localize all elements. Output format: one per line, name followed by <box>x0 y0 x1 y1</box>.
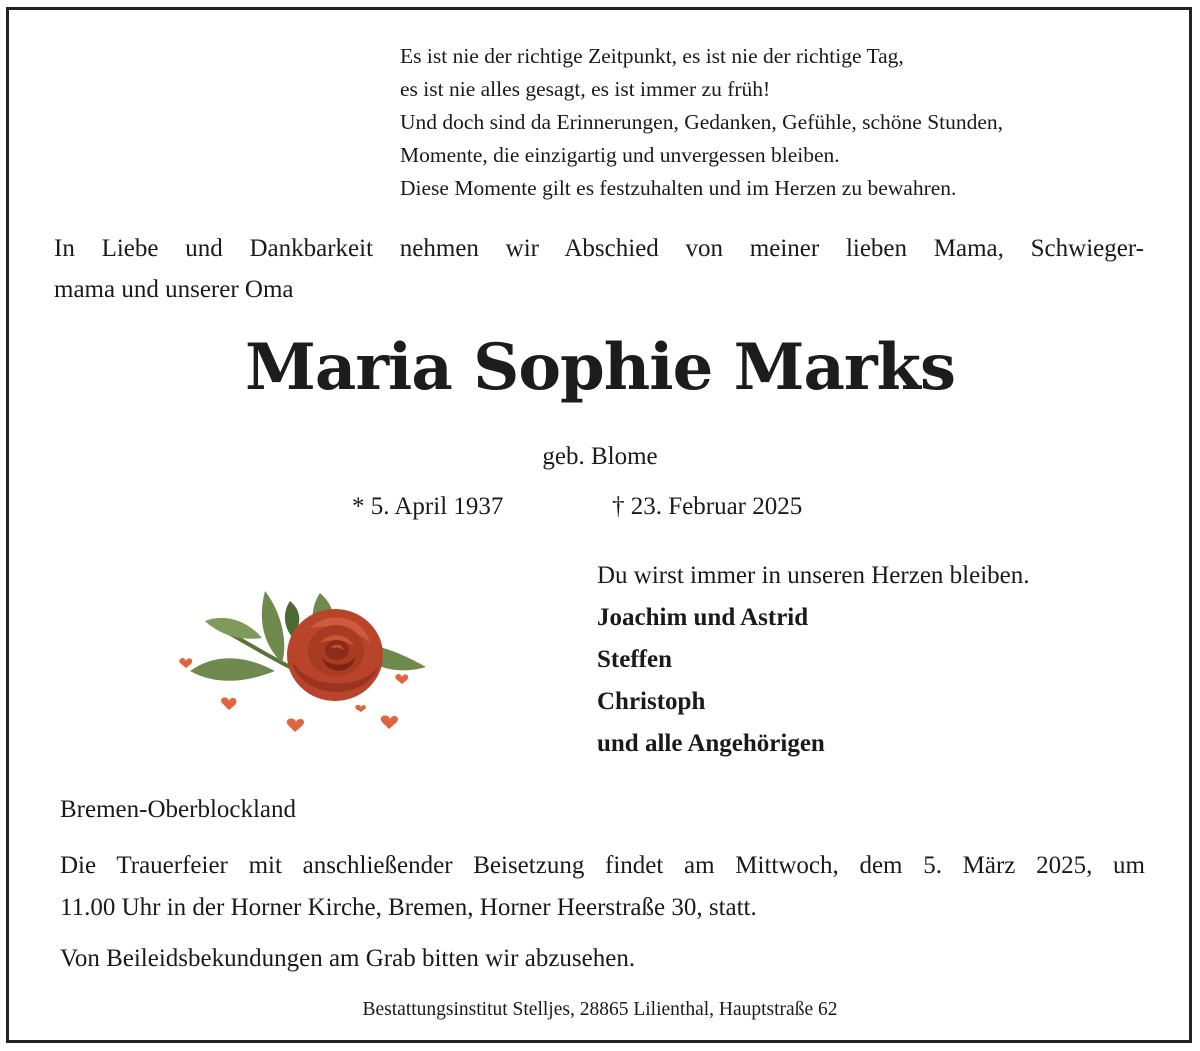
family-member: Steffen <box>597 646 672 673</box>
family-member: Christoph <box>597 688 706 715</box>
place: Bremen-Oberblockland <box>60 796 297 823</box>
rose-icon <box>287 609 383 701</box>
intro-line-2: mama und unserer Oma <box>54 276 294 303</box>
rose-with-hearts-image <box>170 583 432 743</box>
death-date: † 23. Februar 2025 <box>612 493 803 520</box>
poem-line: Momente, die einzigartig und unvergessen bleiben. <box>400 143 840 167</box>
family-motto: Du wirst immer in unseren Herzen bleiben. <box>597 562 1030 589</box>
ceremony-line-2: 11.00 Uhr in der Horner Kirche, Bremen, Horner Heerstraße 30, statt. <box>60 894 757 921</box>
poem-line: Es ist nie der richtige Zeitpunkt, es ist nie der richtige Tag, <box>400 44 904 68</box>
family-block <box>597 555 1030 765</box>
birth-name: geb. Blome <box>542 443 658 470</box>
family-member: Joachim und Astrid <box>597 604 809 631</box>
condolence-note: Von Beileidsbekundungen am Grab bitten wir abzusehen. <box>60 945 636 972</box>
poem-line: Und doch sind da Erinnerungen, Gedanken, Gefühle, schöne Stunden, <box>400 110 1004 134</box>
family-member: und alle Angehörigen <box>597 730 825 757</box>
ceremony-line-1: Die Trauerfeier mit anschließender Beisetzung findet am Mittwoch, dem 5. März 2025, um <box>60 852 1145 879</box>
intro-line-1: In Liebe und Dankbarkeit nehmen wir Abschied von meiner lieben Mama, Schwieger- <box>54 235 1144 262</box>
undertaker-info: Bestattungsinstitut Stelljes, 28865 Lilienthal, Hauptstraße 62 <box>362 999 838 1020</box>
intro-text <box>54 228 1144 310</box>
poem <box>400 40 1003 205</box>
poem-line: Diese Momente gilt es festzuhalten und im Herzen zu bewahren. <box>400 176 957 200</box>
birth-date: * 5. April 1937 <box>352 493 504 520</box>
poem-line: es ist nie alles gesagt, es ist immer zu früh! <box>400 77 771 101</box>
deceased-name: Maria Sophie Marks <box>245 330 955 405</box>
ceremony-text <box>60 845 1145 929</box>
